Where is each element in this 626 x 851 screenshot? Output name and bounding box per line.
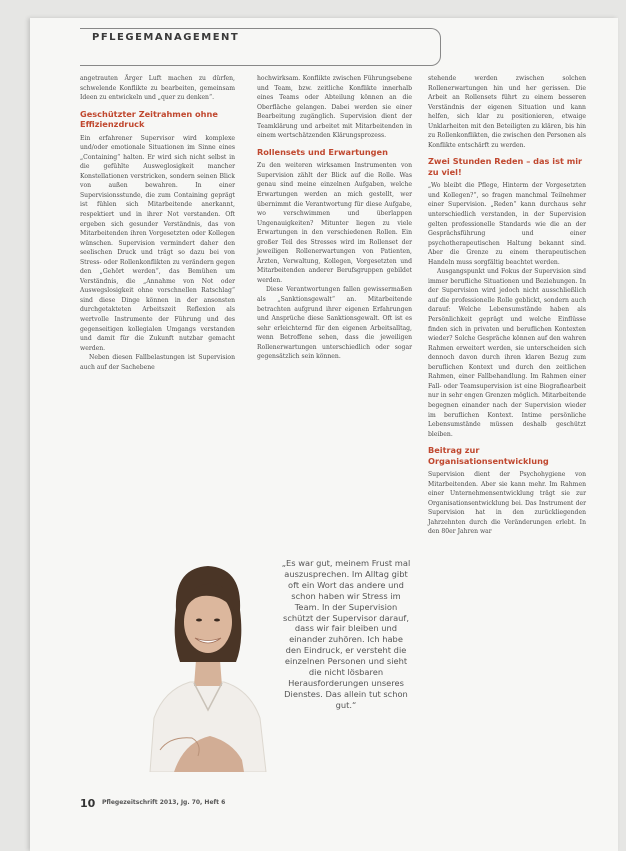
paragraph: Ein erfahrener Supervisor wird komplexe und/oder emotionale Situationen im Sinne eines „Containing“ halten. Er wird sich nicht selbst in die gefühlte Ausweglosigkeit mancher Konstellationen verstricken, sondern seinen Blick von außen bewahren. In einer Supervisionsstunde, die zum Containing geprägt ist fühlen sich Mitarbeitende anerkannt, respektiert und in ihrer Not verstanden. Oft ergeben sich gesunder Verständnis, das von Mitarbeitenden ihren Vorgesetzten oder Kollegen wünschen. Supervision vermindert daher den seelischen Druck und trägt so dazu bei von Stress- oder Rollenkonflikten zu verändern gegen den „Gehört werden“, das Bemühen um Verständnis, die „Annahme von Not oder Auswegslosigkeit ohne vorschnellen Ratschlag“ sind diese Dinge können in der ansonsten durchgetakteten Arbeitszeit Reflexion als wertvolle Instrumente der Führung und des gegenseitigen kollegialen Umgangs verstanden und damit für die Zukunft nutzbar gemacht werden. [80, 134, 235, 352]
paragraph: Diese Verantwortungen fallen gewissermaßen als „Sanktionsgewalt“ an. Mitarbeitende betrachten aufgrund ihrer eigenen Erfahrungen und Ansprüche diese Sanktionsgewalt. Oft ist es sehr erleichternd für den eigenen Arbeitsalltag, wenn Betroffene sehen, dass die jeweiligen Rollenerwartungen unterschiedlich oder sogar gegensätzlich sein können. [257, 286, 412, 361]
pull-quote: „Es war gut, meinem Frust mal auszusprechen. Im Alltag gibt oft ein Wort das andere und schon haben wir Stress im Team. In der Supervision schützt der Supervisor darauf, dass wir fair bleiben und einander zuhören. Ich habe den Eindruck, er versteht die einzelnen Personen und sieht die nicht lösbaren Herausforderungen unseres Dienstes. Das allein tut schon gut.“ [281, 558, 411, 710]
page-number: 10 [80, 797, 96, 810]
subheading: Beitrag zur Organisationsentwicklung [428, 445, 549, 466]
subheading: Geschützter Zeitrahmen ohne Effizienzdruck [80, 108, 218, 130]
nurse-photo [140, 550, 275, 772]
paragraph: Supervision dient der Psychohygiene von Mitarbeitenden. Aber sie kann mehr. Im Rahmen einer Unternehmensentwicklung trägt sie zur Organisationsentwicklung bei. Das Instrument der Supervision hat in den zurückliegenden Jahrzehnten durch die Veränderungen erlebt. In den 80er Jahren war [428, 471, 586, 536]
section-title: PFLEGEMANAGEMENT [92, 32, 240, 43]
journal-citation: Pflegezeitschrift 2013, Jg. 70, Heft 6 [102, 799, 226, 806]
paragraph: stehende werden zwischen solchen Rollenerwartungen hin und her gerissen. Die Arbeit an Rollensets führt zu einem besseren Verständnis der eigenen Situation und kann helfen, sich klar zu positionieren, etwaige Unklarheiten mit den Beteiligten zu klären, bis hin zu Rollenkonflikten, die zwischen den Personen als Konflikte entschärft zu werden. [428, 75, 586, 149]
paragraph: Neben diesen Fallbelastungen ist Supervision auch auf der Sachebene [80, 354, 235, 371]
paragraph: hochwirksam. Konflikte zwischen Führungsebene und Team, bzw. zeitliche Konflikte innerhalb eines Teams oder Abteilung können an die Oberfläche gelangen. Dabei werden sie einer Bearbeitung zugänglich. Supervision dient der Teamklärung und arbeitet mit Mitarbeitenden in einem wertschätzenden Klärungsprozess. [257, 75, 412, 140]
article-column-3 [428, 74, 586, 537]
subheading: Zwei Stunden Reden – das ist mir zu viel! [428, 156, 583, 177]
paragraph: Zu den weiteren wirksamen Instrumenten von Supervision zählt der Blick auf die Rolle. Was genau sind meine einzelnen Aufgaben, welche Erwartungen werden an mich gestellt, wer übernimmt die Verantwortung für diese Aufgabe, wo verschwimmen und überlappen Ungenauigkeiten? Mitunter liegen zu viele Erwartungen in den verschiedenen Rollen. Ein großer Teil des Stresses wird im Rollenset der jeweiligen Rollenerwartungen von Patienten, Ärzten, Verwaltung, Kollegen, Vorgesetzten und Mitarbeitenden anderer Berufsgruppen gebildet werden. [257, 162, 412, 284]
paragraph: „Wo bleibt die Pflege, Hinterm der Vorgesetzten und Kollegen?“, so fragen manchmal Teilnehmer einer Supervision. „Reden“ kann durchaus sehr unterschiedlich verstanden, in der Supervision gelten professionelle Standards wie die an der Gesprächsführung und einer psychotherapeutischen Haltung bekannt sind. Aber die Grenze zu einem therapeutischen Handeln muss sorgfältig beachtet werden. [428, 182, 586, 266]
magazine-page [30, 18, 618, 851]
paragraph: angetrauten Ärger Luft machen zu dürfen, schwelende Konflikte zu bearbeiten, gemeinsam Ideen zu entwickeln und „quer zu denken“. [80, 75, 235, 102]
paragraph: Ausgangspunkt und Fokus der Supervision sind immer berufliche Situationen und Beziehungen. In der Supervision wird jedoch nicht ausschließlich auf die professionelle Rolle geblickt, sondern auch darauf: Welche Lebensumstände haben als Persönlichkeit geprägt und welche Einflüsse finden sich in privaten und beruflichen Kontexten wieder? Solche Gespräche können auf den wahren Rahmen erweitert werden, sie unterscheiden sich dennoch davon durch ihren klaren Bezug zum beruflichen Kontext und durch den zeitlichen Rahmen, einer Fallbehandlung. Im Rahmen einer Fall- oder Teamsupervision ist eine Biografiearbeit nur in sehr engen Grenzen möglich. Mitarbeitende begegnen einander nach der Supervision wieder im beruflichen Kontext. Intime persönliche Lebensumstände müssen deshalb geschützt bleiben. [428, 268, 586, 438]
subheading: Rollensets und Erwartungen [257, 146, 388, 157]
article-column-1 [80, 74, 235, 372]
article-column-2 [257, 74, 412, 362]
